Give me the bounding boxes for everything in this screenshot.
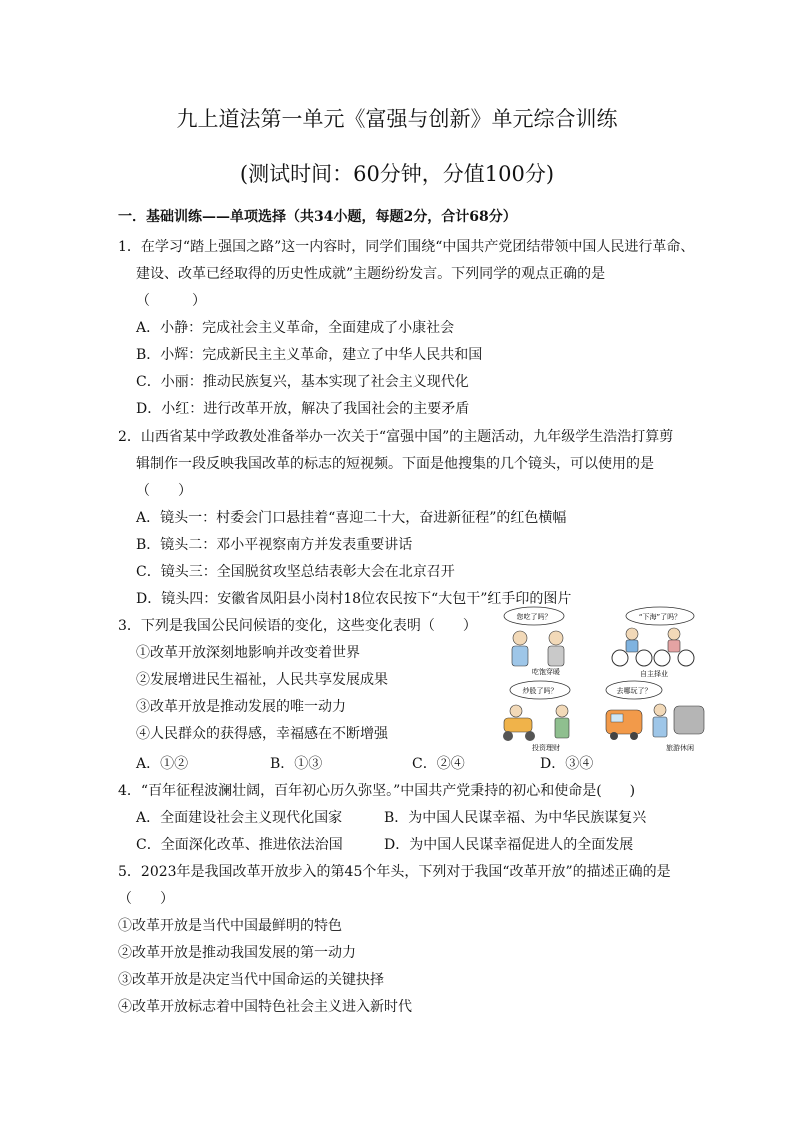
q5-item-1: ①改革开放是当代中国最鲜明的特色 — [118, 918, 342, 934]
q2-option-a: A．镜头一：村委会门口悬挂着“喜迎二十大，奋进新征程”的红色横幅 — [136, 510, 567, 526]
panel-bicycle-icon — [612, 607, 694, 678]
q3-choice-a: A．①② — [136, 756, 189, 772]
q1-option-b: B．小辉：完成新民主主义革命，建立了中华人民共和国 — [136, 347, 483, 363]
q5-answer-bracket: （ ） — [118, 891, 174, 907]
q1-option-d: D．小红：进行改革开放，解决了我国社会的主要矛盾 — [136, 401, 470, 417]
q1-answer-bracket: （ ） — [136, 293, 206, 309]
bubble-2: “下海”了吗？ — [638, 613, 682, 621]
q5-item-3: ③改革开放是决定当代中国命运的关键抉择 — [118, 972, 384, 988]
q1-option-c: C．小丽：推动民族复兴，基本实现了社会主义现代化 — [136, 374, 469, 390]
caption-2: 自主择业 — [640, 670, 668, 678]
q4-option-a: A．全面建设社会主义现代化国家 — [136, 810, 343, 826]
q4-option-b: B．为中国人民谋幸福、为中华民族谋复兴 — [384, 810, 647, 826]
q3-item-4: ④人民群众的获得感，幸福感在不断增强 — [136, 726, 388, 742]
greeting-changes-illustration — [494, 606, 708, 752]
q3-choice-d: D．③④ — [540, 756, 594, 772]
q4-stem: 4．“百年征程波澜壮阔，百年初心历久弥坚。”中国共产党秉持的初心和使命是( ) — [118, 783, 636, 799]
q1-stem-line1: 1．在学习“踏上强国之路”这一内容时，同学们围绕“中国共产党团结带领中国人民进行革命、 — [118, 239, 695, 255]
q3-stem: 3．下列是我国公民问候语的变化，这些变化表明（ ） — [118, 618, 477, 634]
bubble-3: 炒股了吗？ — [522, 687, 558, 695]
q3-item-2: ②发展增进民生福祉，人民共享发展成果 — [136, 672, 388, 688]
caption-1: 吃饱穿暖 — [532, 668, 560, 676]
bubble-1: 您吃了吗？ — [516, 613, 552, 621]
bubble-4: 去哪玩了？ — [616, 687, 652, 695]
document-subtitle: (测试时间：60分钟，分值100分) — [239, 162, 555, 186]
q2-stem-line2: 辑制作一段反映我国改革的标志的短视频。下面是他搜集的几个镜头，可以使用的是 — [136, 456, 654, 472]
q2-answer-bracket: （ ） — [136, 483, 192, 499]
q2-option-b: B．镜头二：邓小平视察南方并发表重要讲话 — [136, 537, 413, 553]
q2-option-c: C．镜头三：全国脱贫攻坚总结表彰大会在北京召开 — [136, 564, 455, 580]
q3-choice-b: B．①③ — [270, 756, 323, 772]
section-heading: 一．基础训练——单项选择（共34小题，每题2分，合计68分） — [118, 209, 517, 225]
q4-option-c: C．全面深化改革、推进依法治国 — [136, 837, 343, 853]
q3-item-3: ③改革开放是推动发展的唯一动力 — [136, 699, 346, 715]
q4-option-d: D．为中国人民谋幸福促进人的全面发展 — [384, 837, 634, 853]
panel-stock-icon — [503, 681, 570, 752]
q1-option-a: A．小静：完成社会主义革命，全面建成了小康社会 — [136, 320, 455, 336]
q5-stem: 5．2023年是我国改革开放步入的第45个年头，下列对于我国“改革开放”的描述正确的是 — [118, 864, 671, 880]
q2-stem-line1: 2．山西省某中学政教处准备举办一次关于“富强中国”的主题活动，九年级学生浩浩打算剪 — [118, 429, 674, 445]
q3-choice-c: C．②④ — [412, 756, 465, 772]
caption-4: 旅游休闲 — [666, 744, 694, 752]
panel-eating-icon — [504, 607, 564, 676]
caption-3: 投资理财 — [532, 744, 560, 752]
q5-item-2: ②改革开放是推动我国发展的第一动力 — [118, 945, 356, 961]
q3-item-1: ①改革开放深刻地影响并改变着世界 — [136, 645, 360, 661]
q5-item-4: ④改革开放标志着中国特色社会主义进入新时代 — [118, 999, 412, 1015]
panel-car-icon — [606, 681, 704, 752]
document-title: 九上道法第一单元《富强与创新》单元综合训练 — [176, 107, 618, 131]
q1-stem-line2: 建设、改革已经取得的历史性成就”主题纷纷发言。下列同学的观点正确的是 — [136, 266, 606, 282]
q2-option-d: D．镜头四：安徽省凤阳县小岗村18位农民按下“大包干”红手印的图片 — [136, 591, 572, 607]
